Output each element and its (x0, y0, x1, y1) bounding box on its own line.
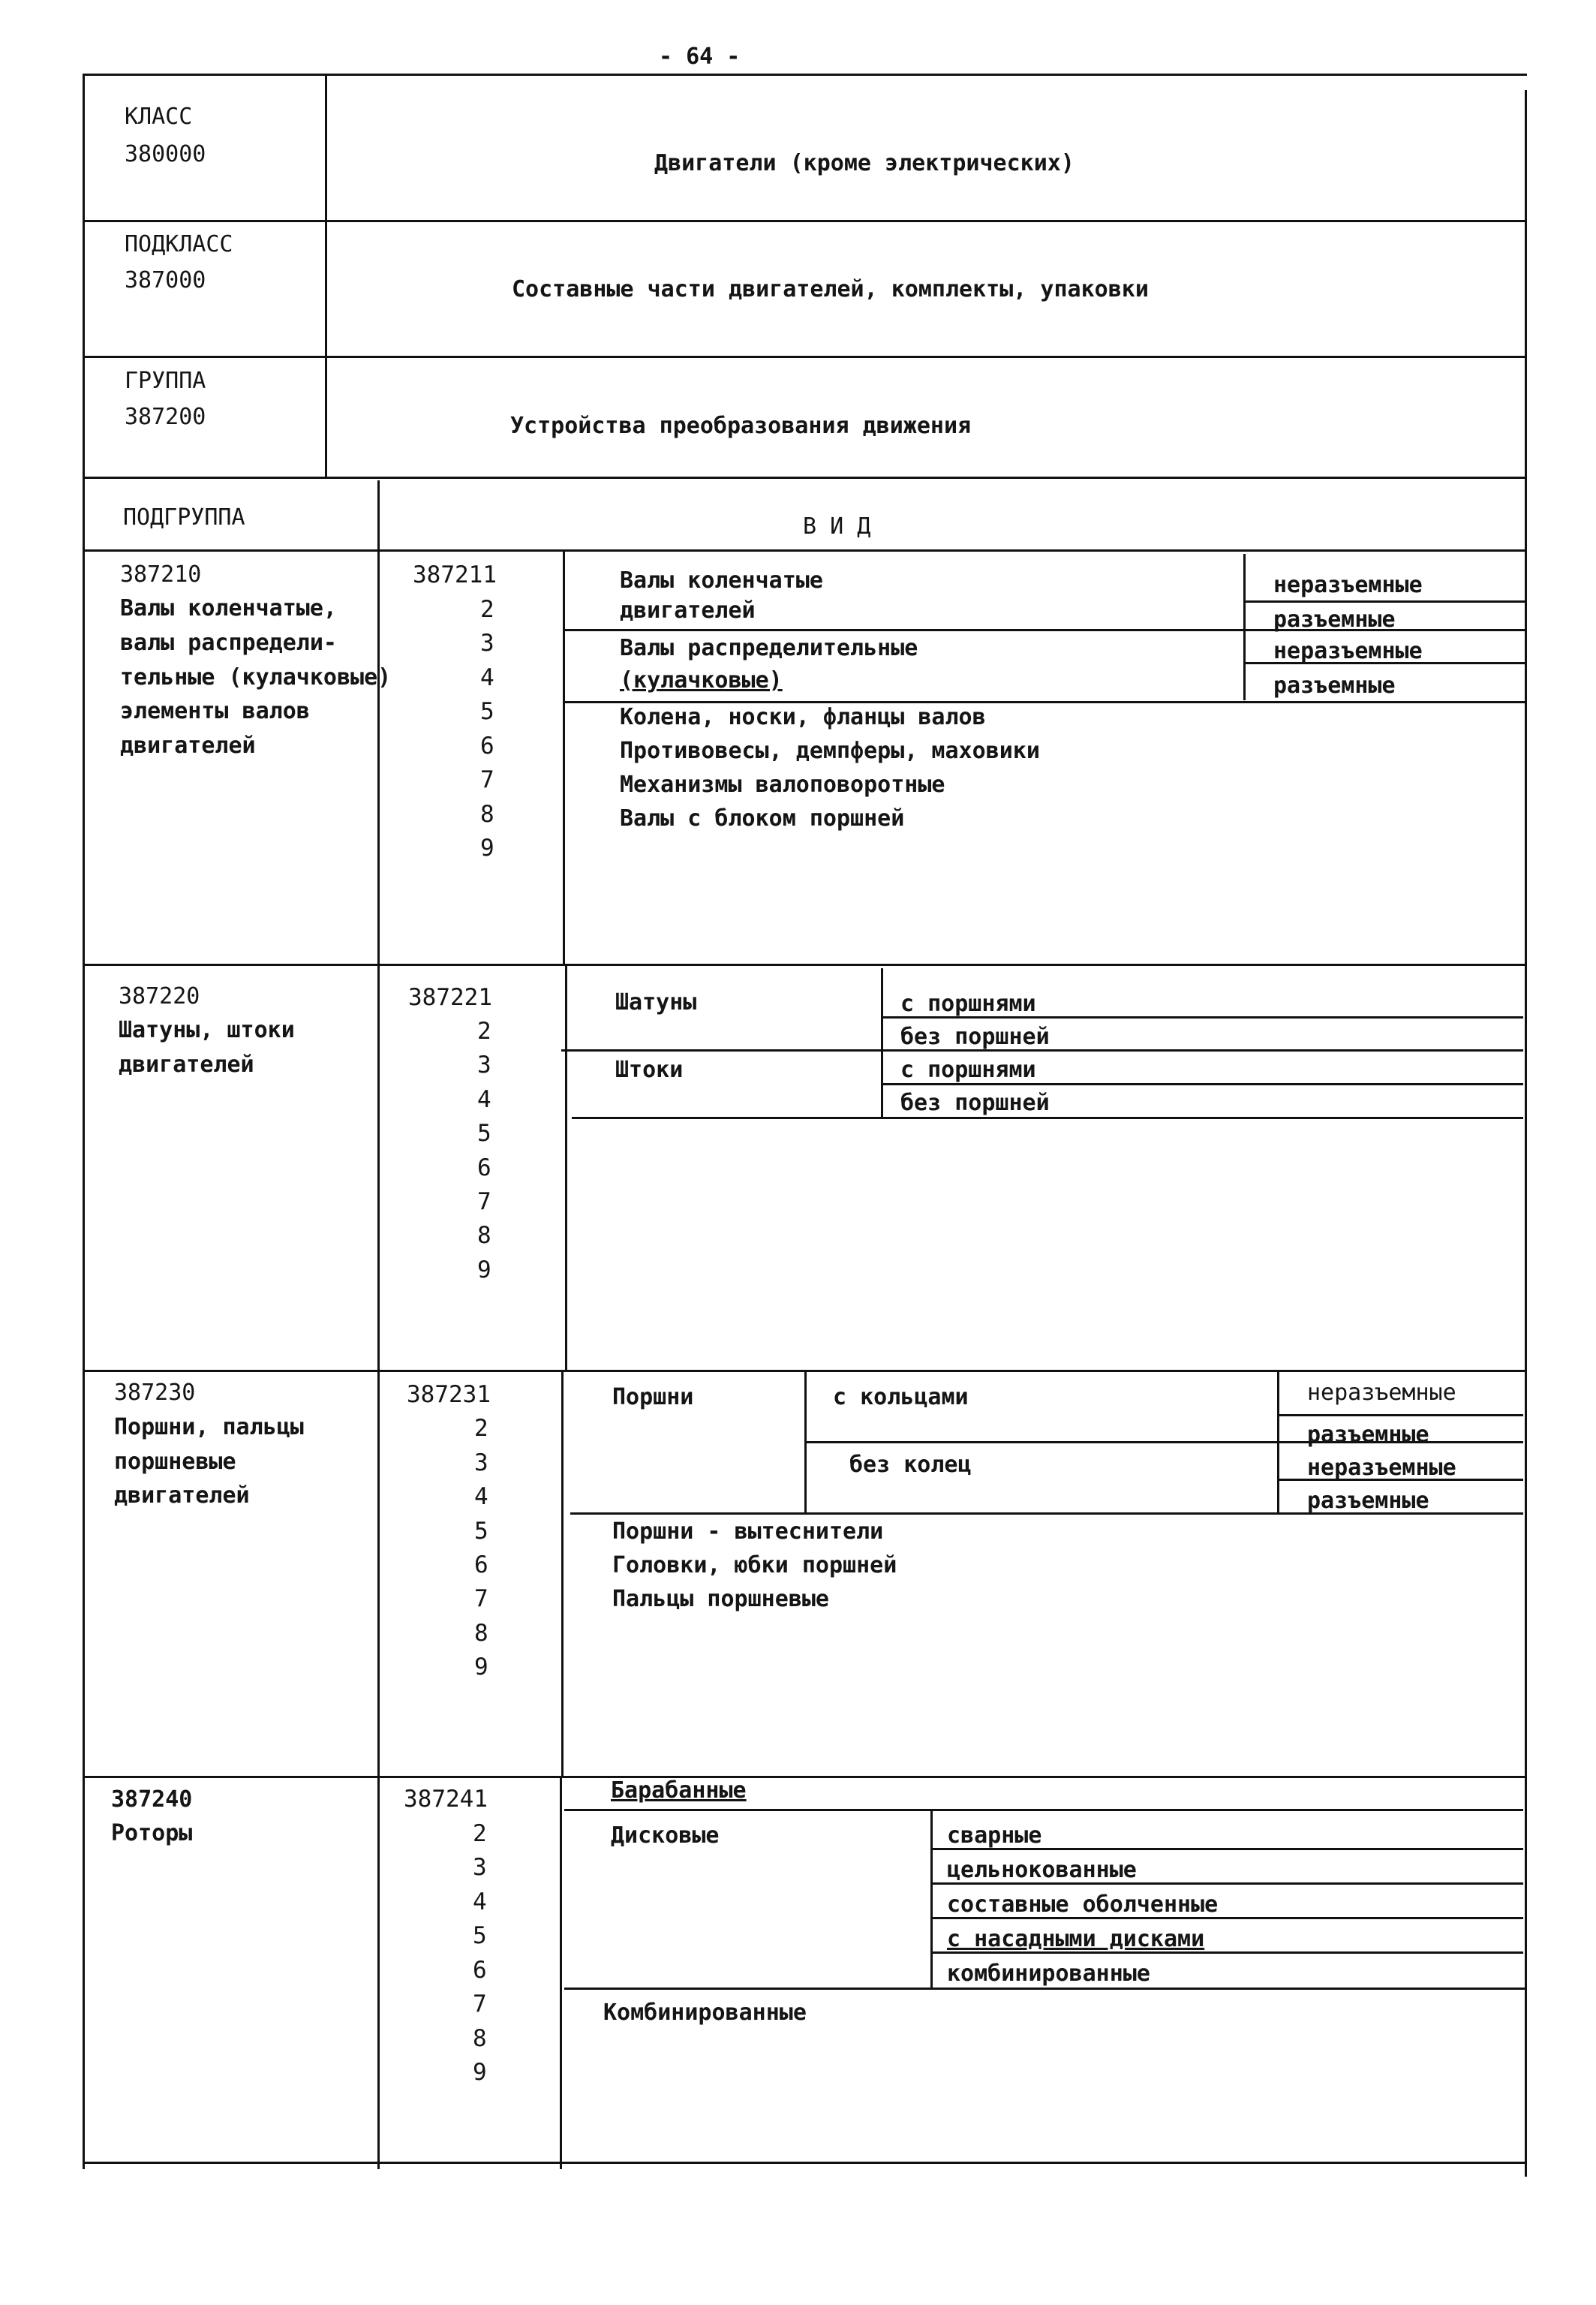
column-divider-2c (561, 1370, 564, 1776)
section4-variant: составные оболченные (947, 1891, 1219, 1918)
section4-item-a: Барабанные (611, 1777, 747, 1804)
section1-row: Валы с блоком поршней (620, 805, 905, 832)
section3-name-line: двигателей (114, 1482, 250, 1509)
header-line-2 (83, 356, 1527, 358)
section3-number: 3 (474, 1449, 488, 1476)
section1-item-a-line: Валы коленчатые (620, 567, 823, 594)
section2-number: 3 (477, 1052, 491, 1079)
section4-number: 9 (473, 2059, 487, 2086)
podklass-title: Составные части двигателей, комплекты, упаковки (512, 276, 1149, 302)
section4-item-c: Комбинированные (603, 2000, 807, 2026)
section1-number: 5 (480, 698, 494, 725)
section4-variant: комбинированные (947, 1960, 1150, 1987)
section2-item-b: Штоки (615, 1057, 684, 1083)
section3-variant: неразъемные (1307, 1455, 1456, 1481)
section1-variant-line (1243, 600, 1525, 603)
column-divider-2a (563, 549, 565, 964)
section1-name-line: валы распредели- (120, 630, 337, 656)
section2-variant: без поршней (900, 1024, 1050, 1050)
section4-number: 4 (473, 1888, 487, 1915)
section3-variant: разъемные (1307, 1488, 1429, 1514)
klass-label: КЛАСС (125, 104, 193, 130)
section4-variant-divider (930, 1809, 933, 1989)
gruppa-label: ГРУППА (125, 368, 206, 394)
section1-row: Колена, носки, фланцы валов (620, 704, 986, 730)
page-number: - 64 - (659, 44, 741, 70)
column-divider-2b (565, 964, 567, 1370)
section2-name-line: Шатуны, штоки (119, 1017, 295, 1043)
section3-number: 7 (474, 1585, 488, 1612)
gruppa-title: Устройства преобразования движения (510, 413, 972, 439)
section4-variant: цельнокованные (947, 1857, 1137, 1883)
section1-row: Противовесы, демпферы, маховики (620, 738, 1040, 764)
podgruppa-heading: ПОДГРУППА (123, 504, 245, 531)
section2-number: 4 (477, 1086, 491, 1113)
section3-variant-line (1277, 1414, 1523, 1416)
section3-sub: без колец (849, 1452, 972, 1478)
section3-number: 6 (474, 1551, 488, 1578)
section1-code: 387210 (120, 561, 202, 588)
podklass-label: ПОДКЛАСС (125, 231, 233, 257)
section1-name-line: двигателей (120, 733, 256, 759)
section4-number: 3 (473, 1854, 487, 1881)
column-divider-1 (377, 480, 380, 2169)
section3-number: 9 (474, 1654, 488, 1681)
section3-variant: неразъемные (1307, 1380, 1456, 1406)
gruppa-code: 387200 (125, 404, 206, 430)
section1-number: 387211 (413, 561, 497, 588)
section2-number: 7 (477, 1188, 491, 1215)
section1-number: 7 (480, 766, 494, 793)
section1-variant: неразъемные (1273, 638, 1423, 664)
section1-number: 3 (480, 630, 494, 657)
section1-name-line: элементы валов (120, 698, 310, 724)
section3-name-line: поршневые (114, 1449, 236, 1475)
section1-name-line: тельные (кулачковые) (120, 664, 392, 691)
column-heading-line (83, 549, 1527, 552)
section4-variant: сварные (947, 1822, 1042, 1849)
section4-number: 5 (473, 1922, 487, 1949)
section2-number: 6 (477, 1154, 491, 1181)
section3-code: 387230 (114, 1380, 196, 1406)
section3-item-a: Поршни (612, 1384, 694, 1410)
section2-number: 9 (477, 1256, 491, 1283)
section4-number: 8 (473, 2025, 487, 2052)
section2-code: 387220 (119, 983, 200, 1010)
section2-name-line: двигателей (119, 1052, 254, 1078)
section1-variant: разъемные (1273, 673, 1396, 699)
section4-name-line: Роторы (111, 1820, 193, 1846)
column-divider-2d (560, 1776, 562, 2169)
section1-number: 8 (480, 801, 494, 828)
klass-title: Двигатели (кроме электрических) (654, 150, 1075, 176)
section2-number: 8 (477, 1222, 491, 1249)
section4-number: 7 (473, 1991, 487, 2018)
header-line-3 (83, 477, 1527, 479)
section3-variant: разъемные (1307, 1422, 1429, 1448)
header-divider (325, 74, 327, 477)
section4-split-line (564, 1809, 1523, 1811)
section2-split-line (572, 1117, 1523, 1119)
section2-number: 2 (477, 1018, 491, 1045)
section1-item-b-line: Валы распределительные (620, 635, 918, 661)
section3-number: 2 (474, 1415, 488, 1442)
section2-variant-divider (881, 968, 883, 1117)
section1-number: 4 (480, 664, 494, 691)
section4-variant: с насадными дисками (947, 1926, 1205, 1952)
section1-item-a-line: двигателей (620, 597, 756, 624)
section1-number: 2 (480, 596, 494, 623)
section3-row: Головки, юбки поршней (612, 1552, 897, 1578)
section1-name-line: Валы коленчатые, (120, 595, 337, 621)
section2-variant: с поршнями (900, 1057, 1036, 1083)
section3-row: Пальцы поршневые (612, 1586, 829, 1612)
section1-row: Механизмы валоповоротные (620, 772, 945, 798)
vid-heading: В И Д (803, 513, 871, 540)
section2-number: 5 (477, 1120, 491, 1147)
section3-number: 8 (474, 1620, 488, 1647)
section2-variant: без поршней (900, 1090, 1050, 1116)
section4-number: 387241 (404, 1786, 488, 1813)
section-line-1 (83, 964, 1527, 966)
section1-number: 6 (480, 733, 494, 760)
section4-number: 2 (473, 1820, 487, 1847)
section4-item-b: Дисковые (611, 1822, 720, 1849)
section1-variant-divider (1243, 554, 1246, 700)
section4-number: 6 (473, 1957, 487, 1984)
frame-left-line (83, 74, 85, 2169)
section1-variant: разъемные (1273, 606, 1396, 633)
section2-variant: с поршнями (900, 991, 1036, 1017)
section3-row: Поршни - вытеснители (612, 1518, 884, 1545)
section3-number: 4 (474, 1483, 488, 1510)
klass-code: 380000 (125, 141, 206, 167)
section-line-3 (83, 1776, 1527, 1778)
section4-split-line (564, 1988, 1525, 1990)
section3-sub: с кольцами (833, 1384, 969, 1410)
section2-item-a: Шатуны (615, 989, 697, 1016)
section3-number: 387231 (407, 1381, 491, 1408)
section1-variant: неразъемные (1273, 572, 1423, 598)
section2-number: 387221 (408, 984, 492, 1011)
frame-bottom-line (83, 2162, 1527, 2164)
section1-item-b-line: (кулачковые) (620, 667, 783, 694)
header-line-1 (83, 220, 1527, 222)
section3-name-line: Поршни, пальцы (114, 1414, 304, 1440)
section4-code: 387240 (111, 1786, 193, 1813)
podklass-code: 387000 (125, 267, 206, 293)
section3-number: 5 (474, 1518, 488, 1545)
frame-top-line (83, 74, 1527, 76)
frame-right-line (1525, 90, 1527, 2177)
section1-number: 9 (480, 835, 494, 862)
section1-split-line (564, 701, 1525, 703)
